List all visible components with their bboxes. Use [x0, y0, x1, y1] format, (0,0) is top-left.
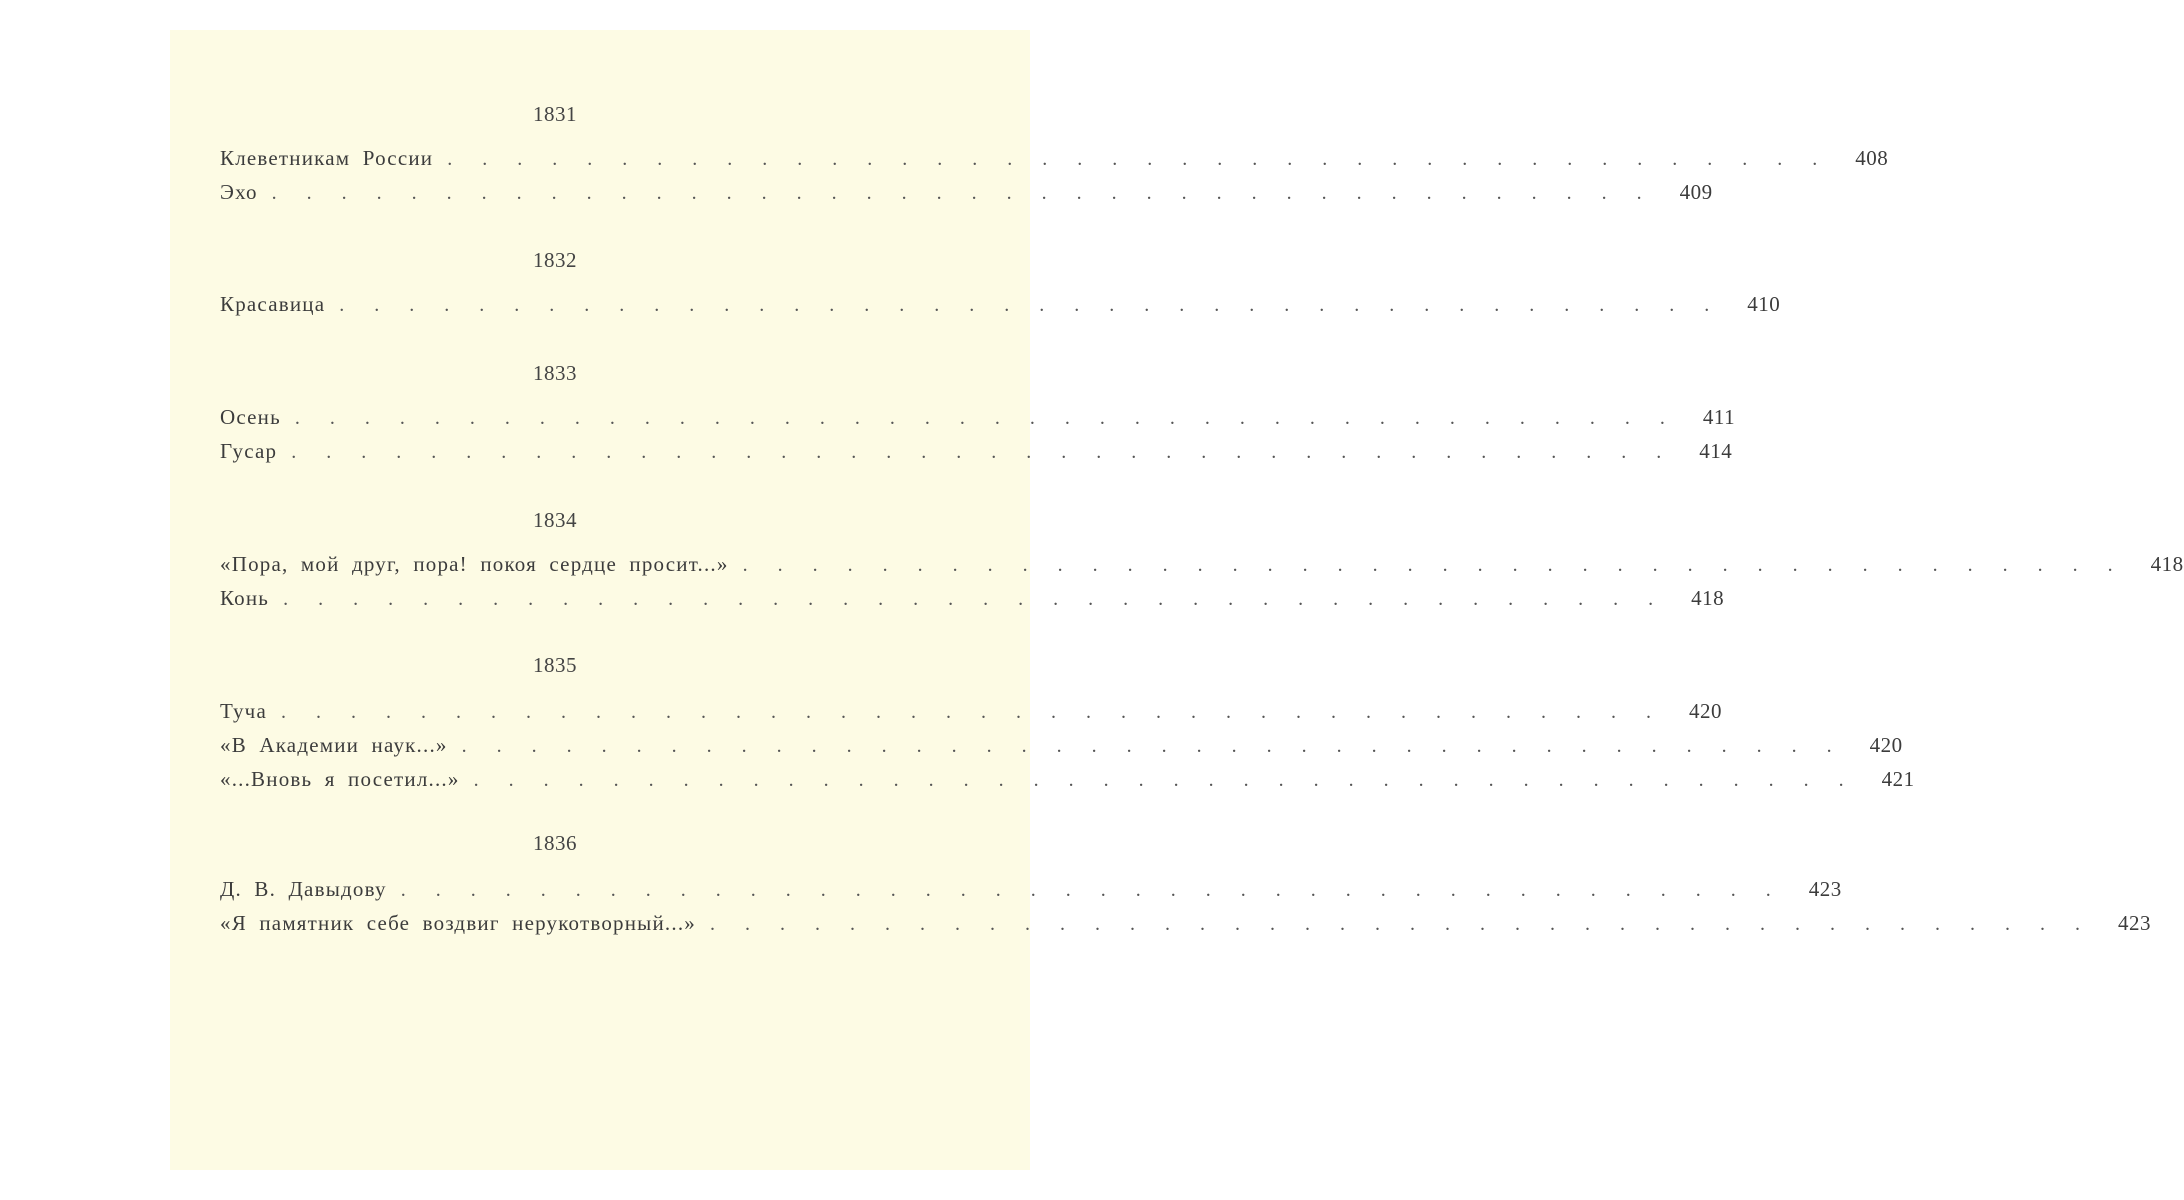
dot-leader: . . . . . . . . . . . . . . . . . . . . . . . . . . . . . . . . . . . . . . . . — [447, 148, 1848, 170]
toc-entry[interactable] — [220, 877, 1842, 907]
entry-title: Туча — [220, 699, 267, 723]
toc-entry[interactable] — [220, 292, 1781, 322]
entry-title: «...Вновь я посетил...» — [220, 767, 460, 791]
dot-leader: . . . . . . . . . . . . . . . . . . . . . . . . . . . . . . . . . . . . . . . . — [283, 588, 1684, 610]
toc-entry[interactable] — [220, 699, 1722, 729]
toc-entry[interactable] — [220, 733, 1903, 763]
entry-title: Осень — [220, 405, 281, 429]
entry-title: «Пора, мой друг, пора! покоя сердце просит...» — [220, 552, 729, 576]
year-heading: 1835 — [533, 653, 577, 677]
dot-leader: . . . . . . . . . . . . . . . . . . . . . . . . . . . . . . . . . . . . . . . . — [709, 913, 2110, 935]
toc-entry[interactable] — [220, 439, 1733, 469]
entry-page-number: 418 — [1691, 586, 1725, 610]
toc-entry[interactable] — [220, 586, 1725, 616]
toc-entry[interactable] — [220, 146, 1889, 176]
entry-title: Гусар — [220, 439, 278, 463]
entry-page-number: 420 — [1869, 733, 1903, 757]
year-heading: 1834 — [533, 508, 577, 532]
entry-page-number: 420 — [1688, 699, 1722, 723]
dot-leader: . . . . . . . . . . . . . . . . . . . . . . . . . . . . . . . . . . . . . . . . — [400, 879, 1801, 901]
entry-title: Д. В. Давыдову — [220, 877, 387, 901]
entry-page-number: 408 — [1855, 146, 1889, 170]
dot-leader: . . . . . . . . . . . . . . . . . . . . . . . . . . . . . . . . . . . . . . . . — [742, 554, 2143, 576]
dot-leader: . . . . . . . . . . . . . . . . . . . . . . . . . . . . . . . . . . . . . . . . — [271, 182, 1672, 204]
entry-title: «Я памятник себе воздвиг нерукотворный...» — [220, 911, 696, 935]
dot-leader: . . . . . . . . . . . . . . . . . . . . . . . . . . . . . . . . . . . . . . . . — [294, 407, 1695, 429]
entry-page-number: 423 — [1808, 877, 1842, 901]
entry-title: «В Академии наук...» — [220, 733, 448, 757]
year-heading: 1831 — [533, 102, 577, 126]
entry-title: Эхо — [220, 180, 258, 204]
dot-leader: . . . . . . . . . . . . . . . . . . . . . . . . . . . . . . . . . . . . . . . . — [339, 294, 1740, 316]
toc-entry[interactable] — [220, 405, 1736, 435]
entry-page-number: 410 — [1747, 292, 1781, 316]
year-heading: 1832 — [533, 248, 577, 272]
toc-entry[interactable] — [220, 911, 2151, 941]
dot-leader: . . . . . . . . . . . . . . . . . . . . . . . . . . . . . . . . . . . . . . . . — [473, 769, 1874, 791]
entry-page-number: 409 — [1679, 180, 1713, 204]
entry-page-number: 418 — [2150, 552, 2184, 576]
entry-page-number: 421 — [1881, 767, 1915, 791]
entry-title: Клеветникам России — [220, 146, 434, 170]
toc-entry[interactable] — [220, 552, 2184, 582]
entry-title: Красавица — [220, 292, 326, 316]
entry-page-number: 414 — [1699, 439, 1733, 463]
entry-title: Конь — [220, 586, 270, 610]
year-heading: 1836 — [533, 831, 577, 855]
entry-page-number: 411 — [1702, 405, 1736, 429]
dot-leader: . . . . . . . . . . . . . . . . . . . . . . . . . . . . . . . . . . . . . . . . — [280, 701, 1681, 723]
toc-entry[interactable] — [220, 767, 1915, 797]
entry-page-number: 423 — [2117, 911, 2151, 935]
book-page — [170, 30, 2184, 1170]
year-heading: 1833 — [533, 361, 577, 385]
dot-leader: . . . . . . . . . . . . . . . . . . . . . . . . . . . . . . . . . . . . . . . . — [291, 441, 1692, 463]
toc-entry[interactable] — [220, 180, 1713, 210]
dot-leader: . . . . . . . . . . . . . . . . . . . . . . . . . . . . . . . . . . . . . . . . — [461, 735, 1862, 757]
